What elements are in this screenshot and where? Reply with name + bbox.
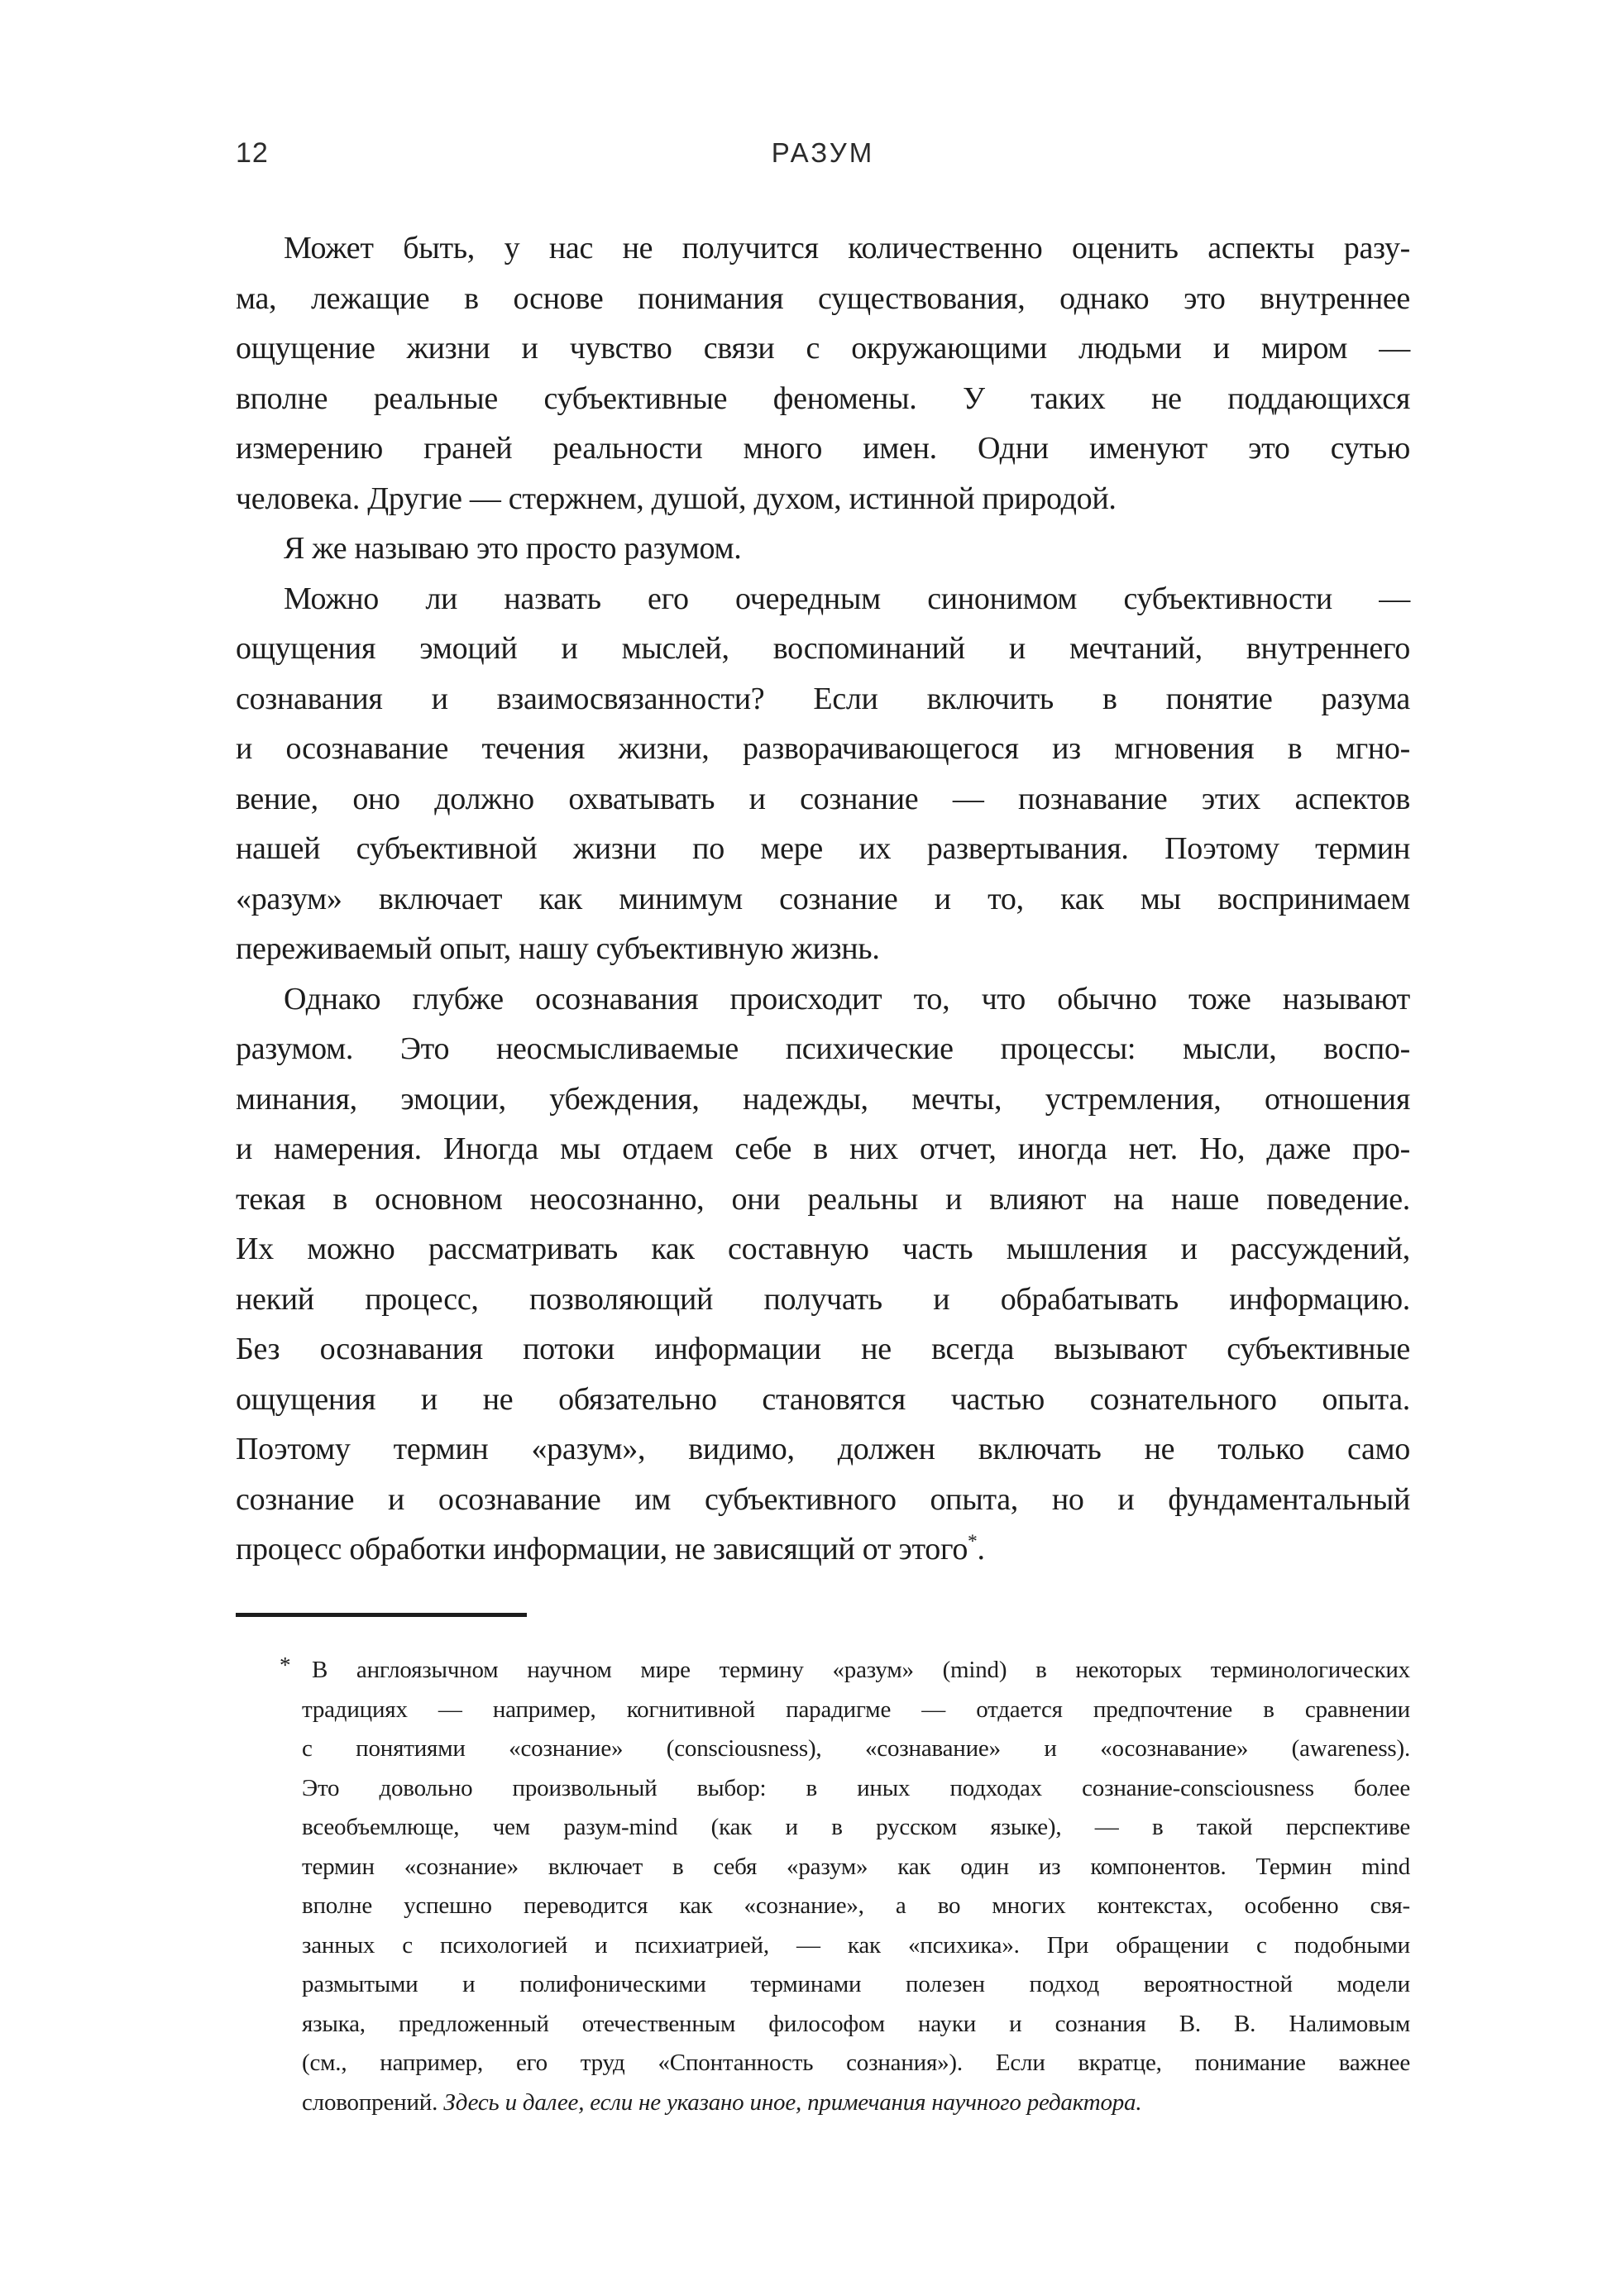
text-line: Можно ли назвать его очередным синонимом субъективности —	[284, 581, 1410, 616]
text-line: с понятиями «сознание» (consciousness), «сознавание» и «осознавание» (awareness).	[302, 1735, 1410, 1762]
last-line-text: процесс обработки информации, не зависящий от этого	[236, 1532, 968, 1567]
paragraph-lines	[236, 974, 1410, 1525]
body-paragraph-3	[236, 574, 1410, 974]
text-line: некий процесс, позволяющий получать и обрабатывать информацию.	[236, 1281, 1410, 1317]
text-line: Однако глубже осознавания происходит то, что обычно тоже называют	[284, 981, 1410, 1016]
text-line: Я же называю это просто разумом.	[284, 531, 742, 566]
text-line: человека. Другие — стержнем, душой, духом, истинной природой.	[236, 481, 1117, 516]
text-line: вполне успешно переводится как «сознание», а во многих контекстах, особенно свя-	[302, 1892, 1410, 1919]
text-line: Без осознавания потоки информации не всегда вызывают субъективные	[236, 1332, 1410, 1366]
text-line: Поэтому термин «разум», видимо, должен включать не только само	[236, 1432, 1410, 1466]
text-line: всеобъемлюще, чем разум-mind (как и в русском языке), — в такой перспективе	[302, 1814, 1410, 1840]
paragraph-lines	[236, 574, 1410, 974]
running-title: РАЗУМ	[771, 137, 875, 168]
text-line: сознание и осознавание им субъективного опыта, но и фундаментальный	[236, 1481, 1410, 1517]
text-line: Это довольно произвольный выбор: в иных подходах сознание-consciousness более	[302, 1774, 1410, 1801]
text-line: ощущения и не обязательно становятся частью сознательного опыта.	[236, 1381, 1410, 1417]
text-line: языка, предложенный отечественным философом науки и сознания В. В. Налимовым	[302, 2010, 1410, 2037]
text-line: ощущение жизни и чувство связи с окружающими людьми и миром —	[236, 331, 1410, 366]
text-line: и намерения. Иногда мы отдаем себе в них отчет, иногда нет. Но, даже про-	[236, 1131, 1410, 1166]
text-line: Может быть, у нас не получится количественно оценить аспекты разу-	[284, 231, 1410, 265]
text-line: вполне реальные субъективные феномены. У таких не поддающихся	[236, 380, 1410, 416]
text-line: размытыми и полифоническими терминами полезен подход вероятностной модели	[302, 1971, 1410, 1997]
footnote-last-line-regular: словопрений.	[302, 2088, 444, 2116]
text-line: традициях — например, когнитивной парадигме — отдается предпочтение в сравнении	[302, 1696, 1410, 1723]
text-line: переживаемый опыт, нашу субъективную жизнь.	[236, 931, 880, 966]
text-line: вение, оно должно охватывать и сознание — познавание этих аспектов	[236, 781, 1410, 816]
footnote	[280, 1651, 1410, 2122]
footnote-reference-asterisk: *	[968, 1531, 978, 1552]
paragraph-lines	[236, 524, 1410, 574]
text-line: «разум» включает как минимум сознание и то, как мы воспринимаем	[236, 881, 1410, 916]
text-line: минания, эмоции, убеждения, надежды, мечты, устремления, отношения	[236, 1081, 1410, 1117]
running-header	[236, 136, 1410, 170]
text-line: ма, лежащие в основе понимания существования, однако это внутреннее	[236, 280, 1410, 316]
text-line: текая в основном неосознанно, они реальны и влияют на наше поведение.	[236, 1181, 1410, 1217]
footnote-last-line	[302, 2083, 1410, 2123]
last-line-period: .	[977, 1532, 985, 1567]
body-text	[236, 223, 1410, 1575]
text-line: разумом. Это неосмысливаемые психические процессы: мысли, воспо-	[236, 1031, 1410, 1066]
text-line: (см., например, его труд «Спонтанность сознания»). Если вкратце, понимание важнее	[302, 2050, 1410, 2076]
text-line: сознавания и взаимосвязанности? Если включить в понятие разума	[236, 681, 1410, 716]
text-line: нашей субъективной жизни по мере их развертывания. Поэтому термин	[236, 831, 1410, 866]
body-paragraph-2	[236, 524, 1410, 574]
text-line: термин «сознание» включает в себя «разум» как один из компонентов. Термин mind	[302, 1853, 1410, 1880]
text-line: Их можно рассматривать как составную часть мышления и рассуждений,	[236, 1232, 1410, 1266]
body-paragraph-1	[236, 223, 1410, 524]
paragraph-last-line	[236, 1524, 1410, 1575]
text-line: измерению граней реальности много имен. Одни именуют это сутью	[236, 431, 1410, 466]
text-line: ощущения эмоций и мыслей, воспоминаний и мечтаний, внутреннего	[236, 631, 1410, 666]
footnote-marker-asterisk: *	[280, 1653, 291, 1677]
footnote-lines	[302, 1651, 1410, 2083]
footnote-separator-rule	[236, 1613, 527, 1617]
footnote-editor-note-italic: Здесь и далее, если не указано иное, примечания научного редактора.	[443, 2088, 1142, 2116]
text-line: занных с психологией и психиатрией, — как «психика». При обращении с подобными	[302, 1931, 1410, 1959]
body-paragraph-4	[236, 974, 1410, 1575]
paragraph-lines	[236, 223, 1410, 524]
text-line: В англоязычном научном мире термину «разум» (mind) в некоторых терминологических	[312, 1657, 1410, 1683]
text-line: и осознавание течения жизни, разворачивающегося из мгновения в мгно-	[236, 731, 1410, 766]
page-number: 12	[236, 137, 269, 169]
